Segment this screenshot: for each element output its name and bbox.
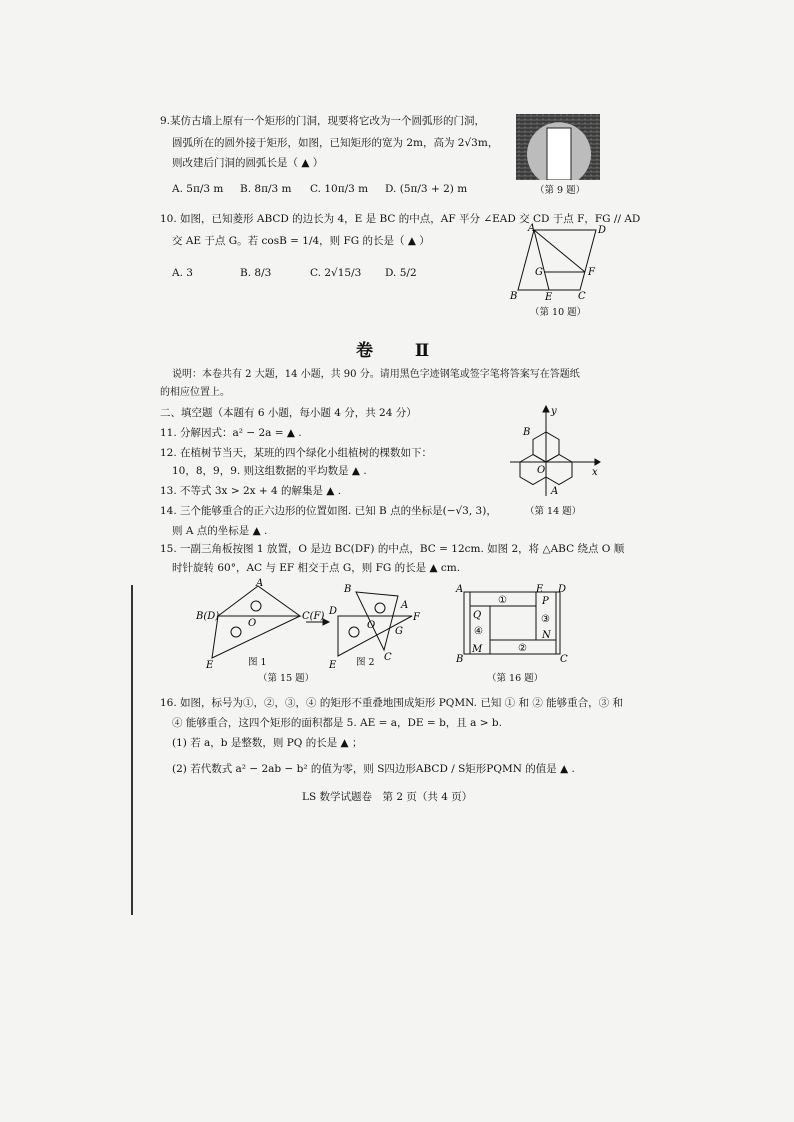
label-e: E [545,292,553,303]
label-m: M [472,644,483,655]
q10-line-2: 交 AE 于点 G。若 cosB = 1/4，则 FG 的长是（ ▲ ） [172,235,430,247]
q15-line-1: 15. 一副三角板按图 1 放置，O 是边 BC(DF) 的中点，BC = 12cm. 如图 2，将 △ABC 绕点 O 顺 [160,543,625,555]
q16-figure [454,582,572,664]
label-rect-4: ④ [474,626,483,637]
label-rect-3: ③ [541,614,550,625]
fig1-label-a: A [256,578,264,589]
fig2-label-o: O [367,620,376,631]
q9-figure [516,114,600,180]
label-n: N [542,630,551,641]
label-rect-1: ① [498,595,507,606]
q9-option-c: C. 10π/3 m [310,183,369,195]
q16-line-1: 16. 如图，标号为①，②，③，④ 的矩形不重叠地围成矩形 PQMN. 已知 ① 和 ② 能够重合，③ 和 [160,697,624,709]
label-d: D [598,225,606,236]
x-axis-arrow [595,459,600,465]
q16-line-3: (1) 若 a，b 是整数，则 PQ 的长是 ▲ ； [172,737,363,749]
label-e: E [536,584,544,595]
q10-line-1: 10. 如图，已知菱形 ABCD 的边长为 4，E 是 BC 的中点，AF 平分 ∠EAD 交 CD 于点 F，FG // AD [160,213,641,225]
fig2-label-d: D [329,606,338,617]
label-rect-2: ② [518,643,527,654]
q12-line-1: 12. 在植树节当天，某班的四个绿化小组植树的棵数如下： [160,447,433,459]
label-b: B [523,427,531,438]
label-g: G [535,267,543,278]
q9-caption: （第 9 题） [535,185,586,196]
q10-option-a: A. 3 [172,267,193,279]
section-note-1: 说明：本卷共有 2 大题，14 小题，共 90 分。请用黑色字迹钢笔或签字笔将答案写在答题纸 [172,369,580,380]
label-f: F [588,267,595,278]
fill-section-header: 二、填空题（本题有 6 小题，每小题 4 分，共 24 分） [160,407,417,419]
fig1-circle-top [251,601,261,611]
fig1-triangle-abc [218,586,300,616]
fig2-label-c: C [384,652,392,663]
fig1-label-o: O [248,618,257,629]
q15-caption: （第 15 题） [258,673,315,684]
q10-figure [506,220,606,310]
q9-option-a: A. 5π/3 m [172,183,224,195]
q14-caption: （第 14 题） [525,506,582,517]
q10-option-b: B. 8/3 [240,267,272,279]
label-o: O [537,465,546,476]
hexagon-right [546,455,572,485]
q9-line-2: 圆弧所在的圆外接于矩形，如图，已知矩形的宽为 2m，高为 2√3m， [172,137,499,149]
q15-figure [196,578,422,670]
page-footer: LS 数学试题卷 第 2 页（共 4 页） [302,791,473,803]
label-x: x [592,467,598,478]
q9-option-d: D. (5π/3 + 2) m [385,183,468,195]
q14-line-2: 则 A 点的坐标是 ▲ . [172,525,268,537]
q16-caption: （第 16 题） [487,673,544,684]
label-y: y [551,406,557,417]
label-b: B [456,654,464,664]
q16-line-4: (2) 若代数式 a² − 2ab − b² 的值为零，则 S四边形ABCD / S矩形PQMN 的值是 ▲ . [172,763,575,775]
fig2-label-g: G [395,626,403,637]
fig2-label-a: A [401,600,409,611]
fig2-circle-bottom [349,627,359,637]
label-c: C [560,654,568,664]
rectangular-doorway [547,128,571,180]
q15-fig2-label: 图 2 [356,657,375,668]
fig1-label-bd: B(D) [196,611,220,622]
fig2-circle-top [375,603,385,613]
label-d: D [558,584,567,595]
q10-option-c: C. 2√15/3 [310,267,362,279]
fig2-label-e: E [329,660,337,670]
label-b: B [510,291,518,302]
fig1-label-e: E [206,660,214,670]
y-axis-arrow [543,406,549,412]
q10-option-d: D. 5/2 [385,267,417,279]
section-title: 卷 Ⅱ [356,341,448,361]
q16-line-2: ④ 能够重合，这四个矩形的面积都是 5. AE = a，DE = b，且 a > b. [172,717,502,729]
label-c: C [578,291,586,302]
rhombus-abcd [518,230,596,290]
fig1-circle-bottom [231,627,241,637]
fig2-label-b: B [344,584,352,595]
segment-ae [534,230,549,290]
label-a: A [528,223,536,234]
q9-line-3: 则改建后门洞的圆弧长是（ ▲ ） [172,157,324,169]
section-note-2: 的相应位置上。 [160,387,230,398]
q11-text: 11. 分解因式：a² − 2a = ▲ . [160,427,302,439]
q10-caption: （第 10 题） [530,307,587,318]
label-a: A [551,486,559,497]
q15-line-2: 时针旋转 60°，AC 与 EF 相交于点 G，则 FG 的长是 ▲ cm. [172,562,461,574]
segment-af [534,230,585,272]
label-a: A [456,584,464,595]
q13-text: 13. 不等式 3x > 2x + 4 的解集是 ▲ . [160,485,342,497]
fig1-label-cf: C(F) [302,611,325,622]
q15-fig1-label: 图 1 [248,657,267,668]
q9-line-1: 9.某仿古墙上原有一个矩形的门洞，现要将它改为一个圆弧形的门洞， [160,115,486,127]
q14-figure [506,402,602,498]
q14-line-1: 14. 三个能够重合的正六边形的位置如图. 已知 B 点的坐标是(−√3, 3)， [160,505,497,517]
fig2-triangle-abc [356,592,398,650]
label-p: P [542,596,549,607]
fig2-label-f: F [413,612,420,623]
scan-margin-line [131,585,133,915]
label-q: Q [473,610,482,621]
q12-line-2: 10，8，9，9. 则这组数据的平均数是 ▲ . [172,465,367,477]
q9-option-b: B. 8π/3 m [240,183,292,195]
